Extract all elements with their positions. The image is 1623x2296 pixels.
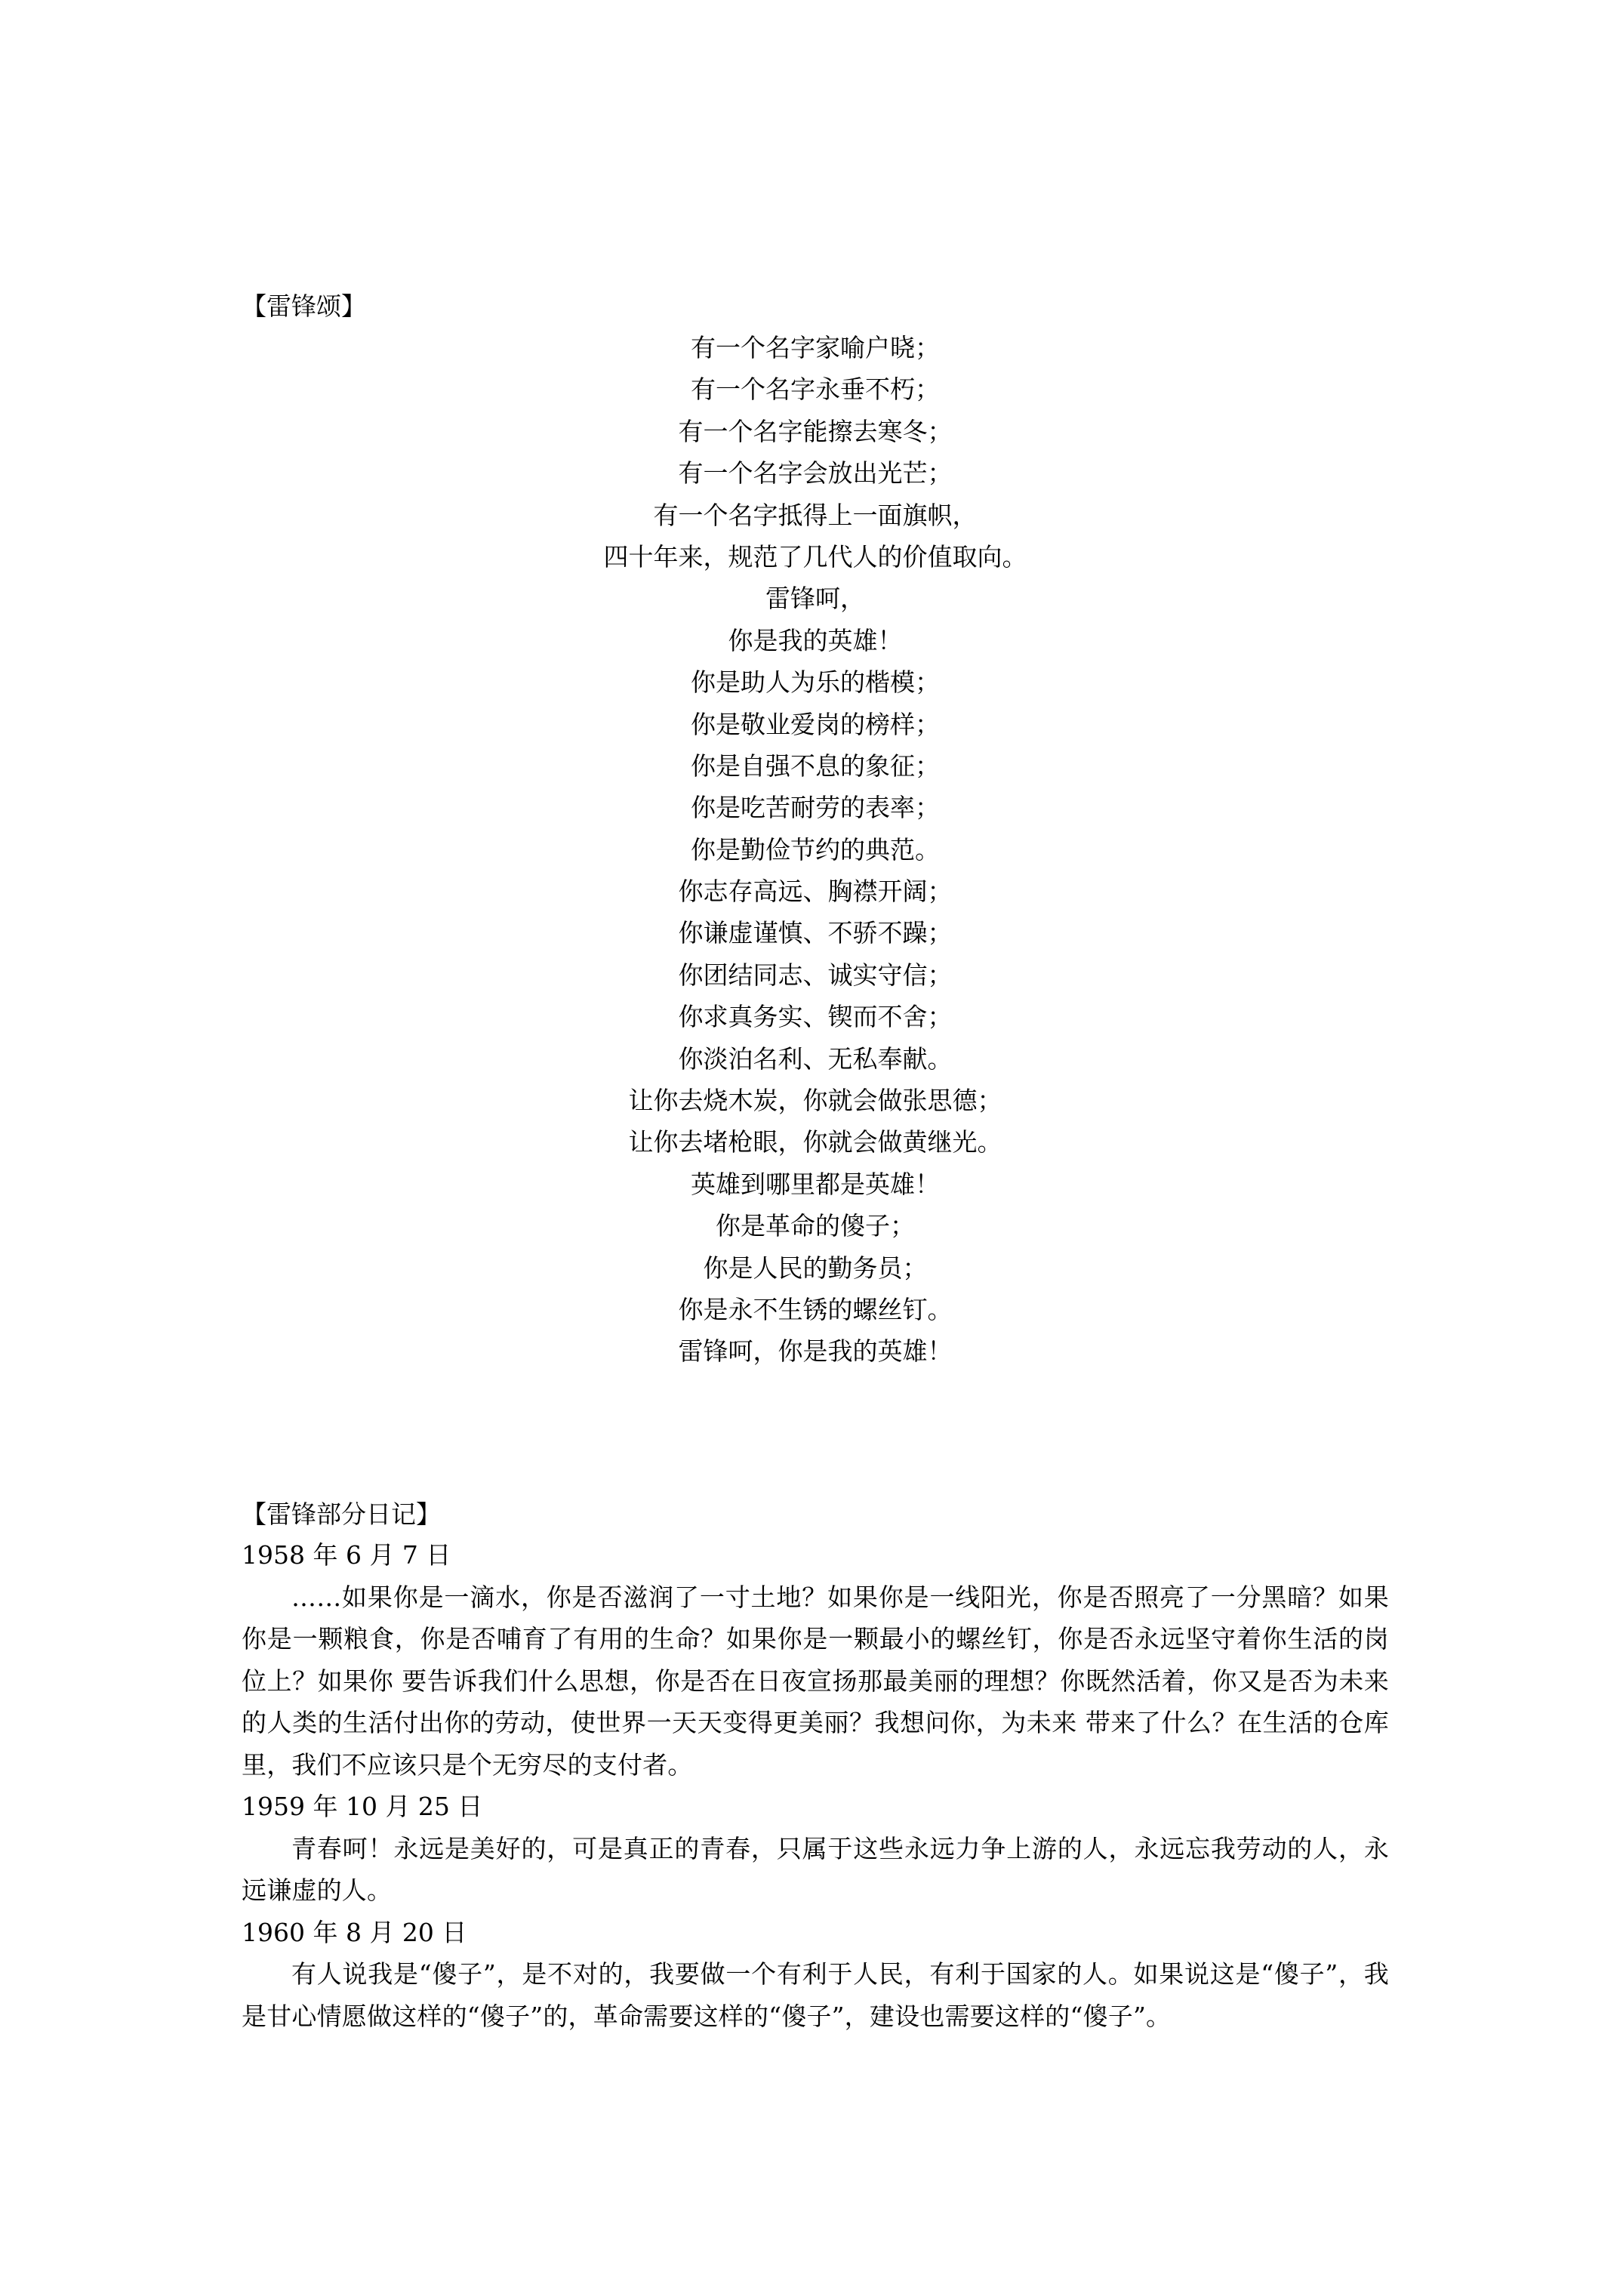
entry-text: 青春呵！永远是美好的，可是真正的青春，只属于这些永远力争上游的人，永远忘我劳动的人，永远谦虚的人。: [242, 1833, 1389, 1905]
poem-line: 你求真务实、锲而不舍；: [678, 1002, 953, 1032]
poem-line: 有一个名字会放出光芒；: [678, 458, 953, 488]
diary-entry: [242, 1534, 1389, 1786]
poem-heading: 【雷锋颂】: [242, 291, 366, 321]
entry-date: 1959 年 10 月 25 日: [242, 1792, 483, 1821]
poem-line: 你是我的英雄！: [728, 625, 903, 655]
poem-line: 你是永不生锈的螺丝钉。: [678, 1294, 953, 1324]
poem-lines: [242, 327, 1389, 1373]
diary-entry: [242, 1912, 1389, 2038]
poem-line: 你是敬业爱岗的榜样；: [691, 709, 940, 739]
poem-line: 你是人民的勤务员；: [703, 1253, 928, 1283]
diary-entries: [242, 1534, 1389, 2037]
poem-line: 有一个名字能擦去寒冬；: [678, 416, 953, 446]
poem-line: 你团结同志、诚实守信；: [678, 960, 953, 990]
poem-line: 英雄到哪里都是英雄！: [691, 1169, 940, 1199]
poem-line: 雷锋呵，你是我的英雄！: [678, 1336, 953, 1367]
poem-line: 让你去烧木炭，你就会做张思德；: [628, 1086, 1002, 1116]
poem-line: 你是勤俭节约的典范。: [691, 834, 940, 864]
poem-line: 四十年来，规范了几代人的价值取向。: [603, 541, 1027, 572]
poem-line: 雷锋呵，: [765, 584, 865, 614]
poem-line: 你淡泊名利、无私奉献。: [678, 1043, 953, 1074]
diary-heading: 【雷锋部分日记】: [242, 1499, 441, 1529]
poem-line: 你志存高远、胸襟开阔；: [678, 877, 953, 907]
poem-line: 你是吃苦耐劳的表率；: [691, 793, 940, 823]
poem-line: 让你去堵枪眼，你就会做黄继光。: [628, 1127, 1002, 1157]
poem-line: 你是革命的傻子；: [716, 1211, 915, 1241]
poem-line: 你是自强不息的象征；: [691, 750, 940, 781]
poem-line: 有一个名字抵得上一面旗帜，: [653, 500, 978, 530]
entry-date: 1958 年 6 月 7 日: [242, 1540, 451, 1570]
poem-line: 你谦虚谨慎、不骄不躁；: [678, 918, 953, 948]
poem-line: 有一个名字家喻户晓；: [691, 333, 940, 362]
poem-line: 有一个名字永垂不朽；: [691, 374, 940, 405]
entry-date: 1960 年 8 月 20 日: [242, 1917, 467, 1947]
poem-line: 你是助人为乐的楷模；: [691, 667, 940, 698]
entry-text: 有人说我是“傻子”，是不对的，我要做一个有利于人民，有利于国家的人。如果说这是“傻子”，我是甘心情愿做这样的“傻子”的，革命需要这样的“傻子”，建设也需要这样的“傻子”。: [242, 1959, 1389, 2031]
diary-entry: [242, 1786, 1389, 1912]
entry-text: ……如果你是一滴水，你是否滋润了一寸土地？如果你是一线阳光，你是否照亮了一分黑暗？如果你是一颗粮食，你是否哺育了有用的生命？如果你是一颗最小的螺丝钉，你是否永远坚守着你生活的岗位上？如果你 要告诉我们什么思想，你是否在日夜宣扬那最美丽的理想？你既然活着，你又是否为未来的人类的生活付出你的劳动，使世界一天天变得更美丽？我想问你，为未来 带来了什么？在生活的仓库里，我们不应该只是个无穷尽的支付者。: [242, 1582, 1389, 1780]
